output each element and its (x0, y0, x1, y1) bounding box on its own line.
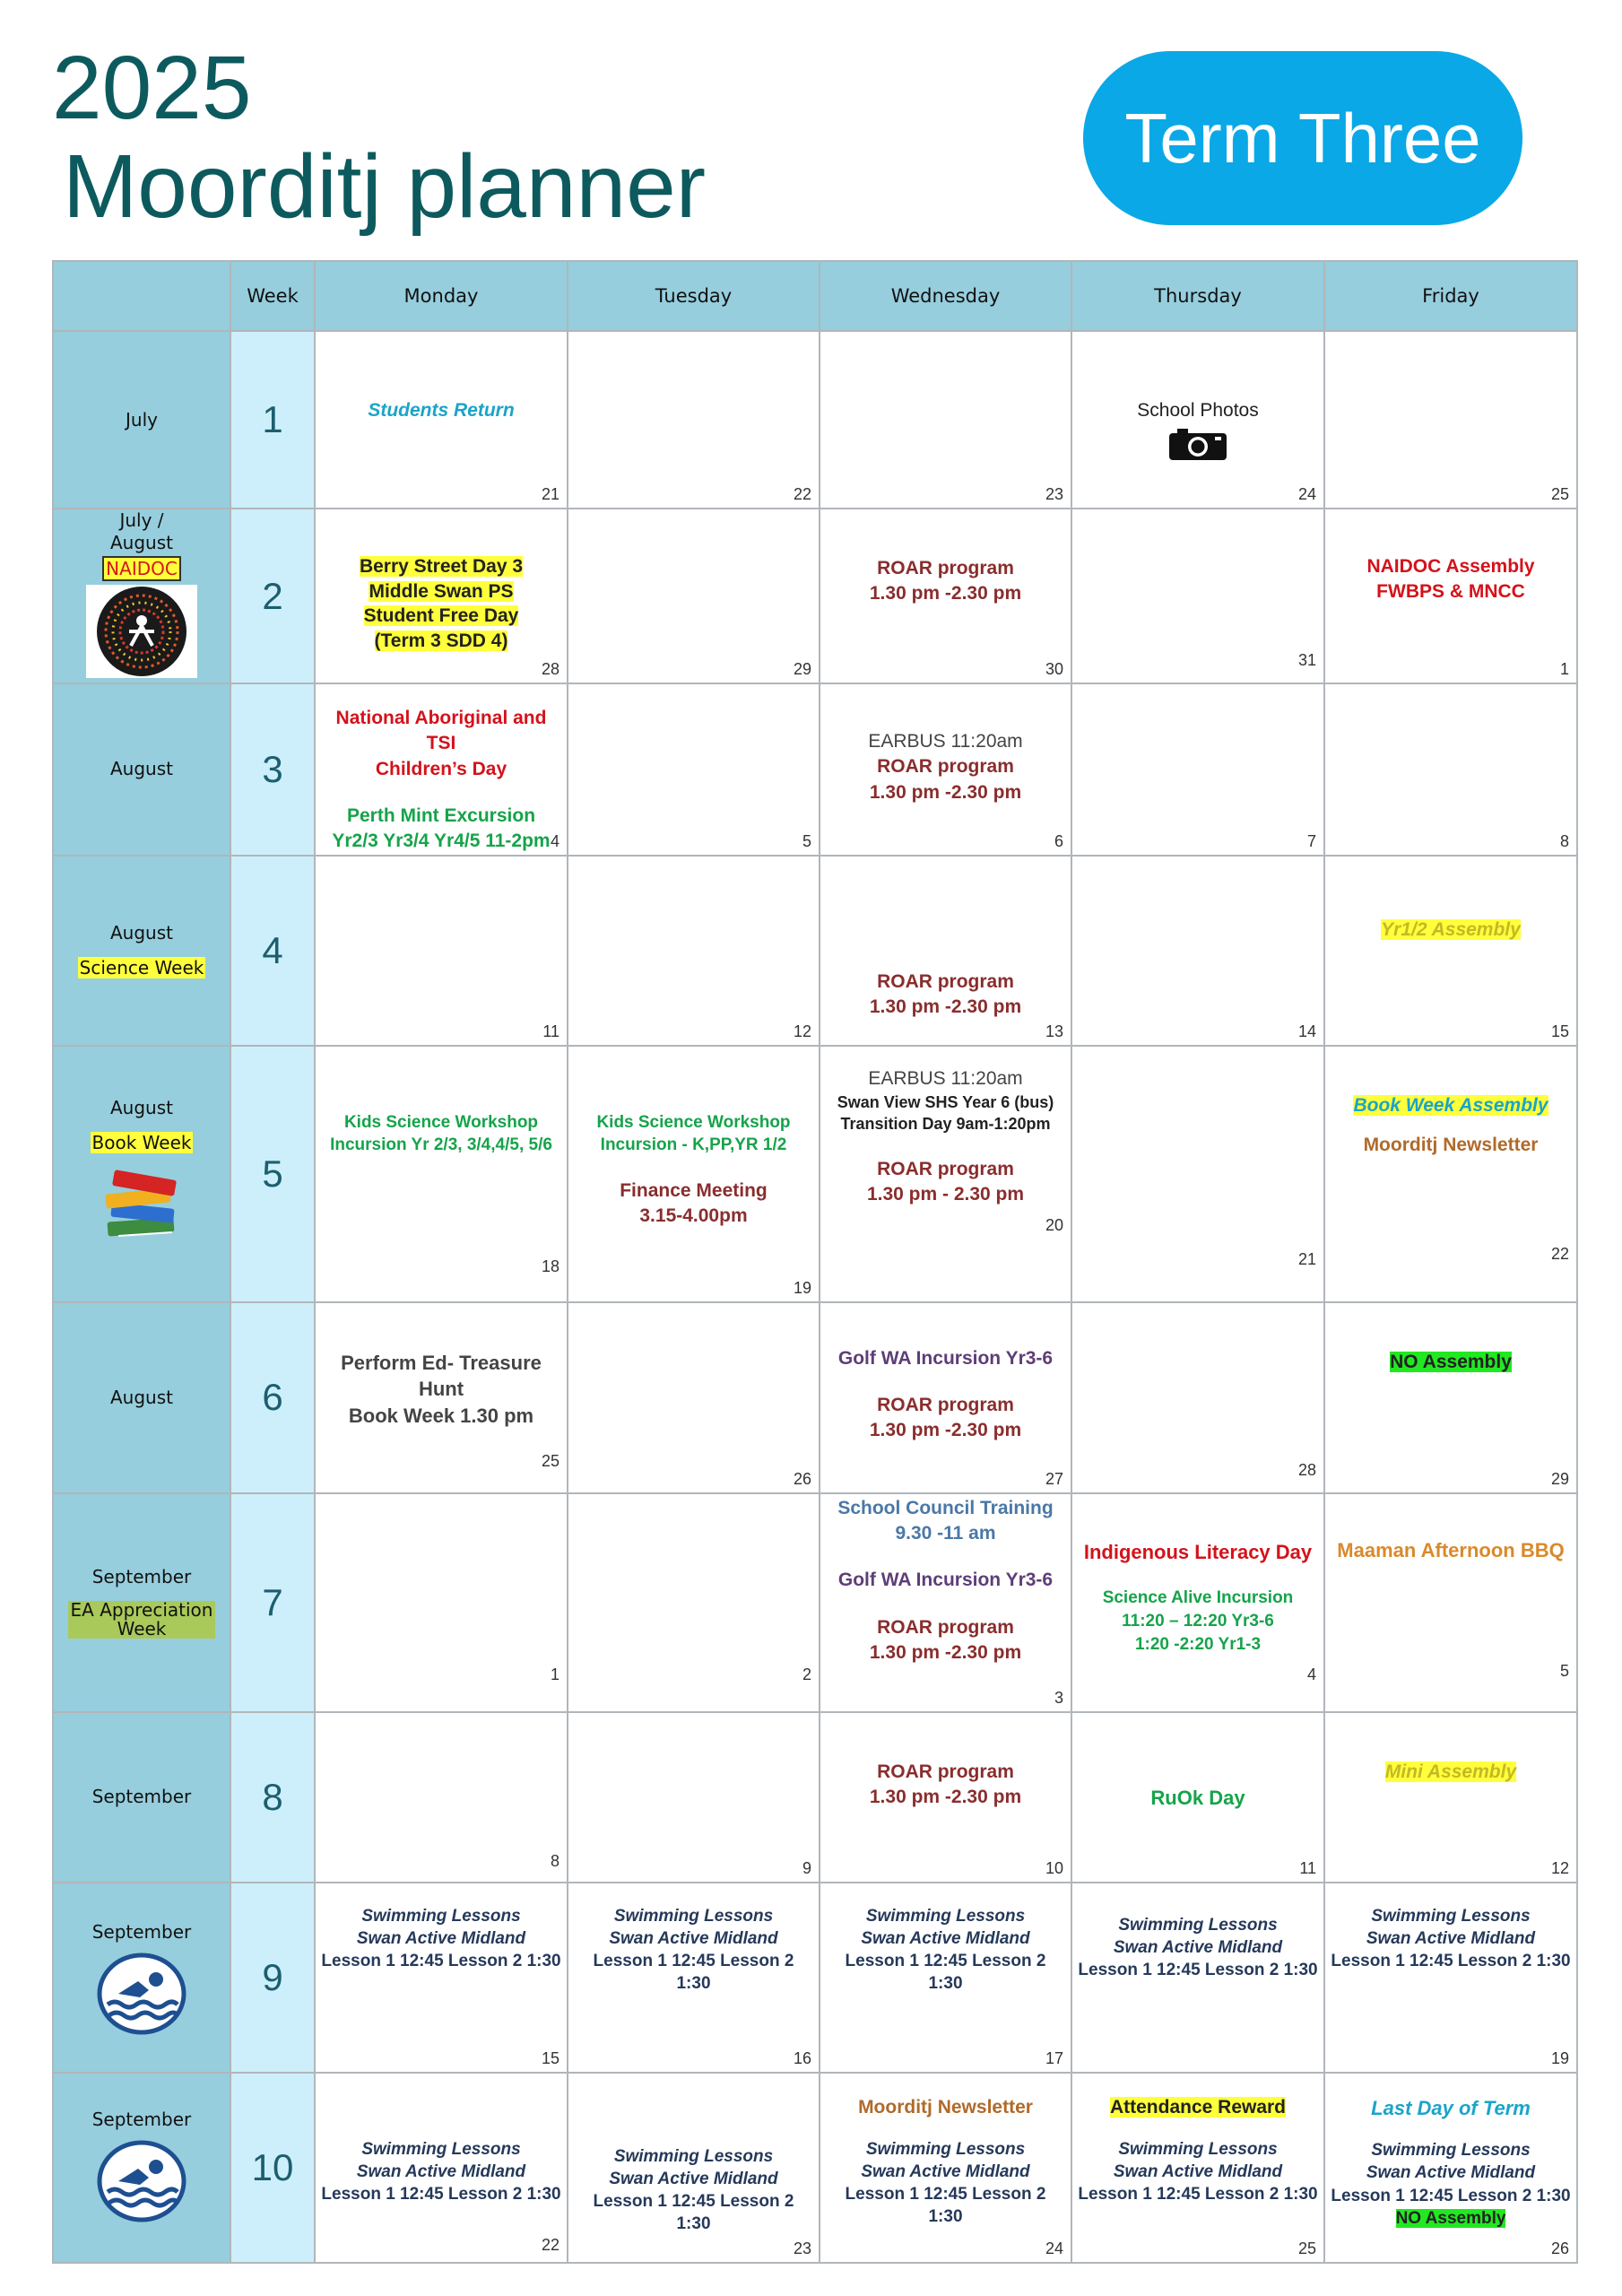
event-text: Swan Active Midland (1113, 2162, 1283, 2182)
event-text: Yr1/2 Assembly (1381, 918, 1521, 940)
day-cell (1324, 331, 1577, 509)
day-cell (820, 1712, 1071, 1883)
header-wednesday: Wednesday (820, 261, 1071, 331)
month-cell (53, 856, 230, 1046)
header-month (53, 261, 230, 331)
event-text: 9.30 -11 am (895, 1523, 996, 1544)
event-text: Book Week Assembly (1353, 1094, 1548, 1116)
books-icon (100, 1164, 183, 1247)
day-cell (315, 1046, 568, 1302)
event-text: EARBUS 11:20am (868, 1067, 1023, 1089)
day-number: 25 (1297, 2239, 1316, 2257)
day-cell (568, 856, 820, 1046)
event-text: (Term 3 SDD 4) (374, 631, 508, 652)
day-cell (315, 509, 568, 683)
month-label: August (110, 1096, 173, 1118)
week-number: 9 (230, 1883, 315, 2073)
day-cell (1324, 1712, 1577, 1883)
day-number: 6 (1054, 831, 1063, 850)
month-label: August (110, 922, 173, 944)
day-number: 22 (793, 485, 811, 503)
day-cell (315, 1712, 568, 1883)
event-text: Transition Day 9am-1:20pm (840, 1115, 1051, 1134)
day-number: 1 (550, 1665, 559, 1683)
day-cell (1324, 509, 1577, 683)
day-cell (315, 331, 568, 509)
event-text: Lesson 1 12:45 Lesson 2 1:30 (593, 1951, 794, 1993)
day-number: 31 (1297, 651, 1316, 669)
day-number: 21 (1297, 1249, 1316, 1268)
day-number: 12 (1550, 1858, 1569, 1877)
day-cell (315, 856, 568, 1046)
event-text: Mini Assembly (1384, 1761, 1517, 1782)
event-text: ROAR program (877, 1395, 1014, 1416)
day-number: 4 (1306, 1665, 1316, 1683)
event-text: 1.30 pm -2.30 pm (869, 583, 1022, 604)
event-text: Lesson 1 12:45 Lesson 2 1:30 (321, 2184, 561, 2204)
day-number: 1 (1559, 660, 1569, 678)
week-number: 6 (230, 1302, 315, 1493)
event-text: Finance Meeting (620, 1180, 768, 1201)
event-text: National Aboriginal and TSI (335, 708, 547, 754)
day-number: 15 (541, 2048, 559, 2067)
event-text: Science Alive Incursion (1102, 1588, 1294, 1608)
day-number: 9 (802, 1858, 811, 1877)
month-label: September (91, 2108, 192, 2130)
day-number: 24 (1045, 2239, 1063, 2257)
day-number: 5 (1559, 1661, 1569, 1680)
month-label: August (110, 758, 173, 780)
event-text: ROAR program (877, 1761, 1014, 1782)
event-text: 3.15-4.00pm (639, 1205, 748, 1227)
event-text: Kids Science Workshop (343, 1112, 539, 1132)
event-text: Swan Active Midland (1366, 2163, 1536, 2183)
term-planner-table (52, 260, 1578, 2264)
day-number: 8 (550, 1851, 559, 1870)
month-cell (53, 683, 230, 856)
event-text: School Council Training (837, 1497, 1054, 1518)
day-cell (820, 683, 1071, 856)
event-text: Children’s Day (375, 758, 507, 779)
event-text: Last Day of Term (1371, 2096, 1531, 2119)
event-text: Lesson 1 12:45 Lesson 2 1:30 (1078, 1960, 1318, 1979)
event-text: NAIDOC Assembly (1366, 556, 1535, 577)
planner-title: Moorditj planner (63, 136, 707, 237)
event-text: 1.30 pm -2.30 pm (869, 1787, 1022, 1808)
swimming-icon (97, 1952, 186, 2035)
day-number: 29 (793, 660, 811, 678)
week-number: 5 (230, 1046, 315, 1302)
day-cell (820, 1046, 1071, 1302)
day-cell (568, 2073, 820, 2263)
header-week: Week (230, 261, 315, 331)
week-number: 1 (230, 331, 315, 509)
event-text: Swimming Lessons (1371, 1906, 1531, 1926)
event-text: Berry Street Day 3 (359, 556, 524, 577)
event-text: Kids Science Workshop (596, 1112, 791, 1132)
week-number: 8 (230, 1712, 315, 1883)
day-number: 3 (1054, 1688, 1063, 1707)
event-text: ROAR program (877, 1158, 1014, 1179)
week-number: 4 (230, 856, 315, 1046)
month-label: July / August (110, 509, 173, 553)
header-tuesday: Tuesday (568, 261, 820, 331)
science-week-tag: Science Week (79, 957, 204, 979)
event-text: Indigenous Literacy Day (1083, 1540, 1313, 1563)
header-friday: Friday (1324, 261, 1577, 331)
day-cell (1324, 2073, 1577, 2263)
day-cell (1324, 1302, 1577, 1493)
day-cell (568, 1493, 820, 1712)
day-cell (315, 2073, 568, 2263)
week-row (53, 1046, 1577, 1302)
day-cell (1071, 331, 1324, 509)
event-text: ROAR program (877, 558, 1014, 578)
event-text: Swan Active Midland (1366, 1928, 1536, 1948)
event-text: Lesson 1 12:45 Lesson 2 1:30 (845, 1951, 1046, 1993)
day-cell (315, 683, 568, 856)
month-label: September (91, 1920, 192, 1943)
event-text: Swan Active Midland (356, 2161, 526, 2181)
month-label: September (91, 1786, 192, 1808)
day-cell (568, 1046, 820, 1302)
day-cell (568, 1883, 820, 2073)
event-text: Swan Active Midland (609, 2169, 778, 2188)
event-text: Moorditj Newsletter (1363, 1135, 1539, 1156)
day-cell (1071, 509, 1324, 683)
event-text: ROAR program (877, 1616, 1014, 1638)
event-text: Swimming Lessons (613, 2146, 774, 2166)
event-text: Swan Active Midland (861, 1928, 1030, 1948)
header-monday: Monday (315, 261, 568, 331)
event-text: Perform Ed- Treasure Hunt (341, 1351, 542, 1401)
day-number: 22 (1550, 1244, 1569, 1263)
day-number: 2 (802, 1665, 811, 1683)
camera-icon (1168, 427, 1227, 461)
day-number: 14 (1297, 1022, 1316, 1040)
day-number: 19 (1550, 2048, 1569, 2067)
event-text: ROAR program (877, 756, 1014, 778)
event-text: FWBPS & MNCC (1376, 581, 1525, 603)
ea-appreciation-tag: EA Appreciation Week (68, 1601, 215, 1639)
day-number: 28 (541, 660, 559, 678)
event-text: Golf WA Incursion Yr3-6 (837, 1347, 1054, 1369)
day-number: 11 (1299, 1858, 1316, 1877)
event-text: Students Return (368, 400, 515, 421)
day-cell (1071, 1712, 1324, 1883)
event-text: 1:20 -2:20 Yr1-3 (1134, 1634, 1262, 1654)
week-row (53, 856, 1577, 1046)
event-text: NO Assembly (1395, 2208, 1506, 2228)
event-text: RuOk Day (1150, 1786, 1245, 1809)
week-number: 3 (230, 683, 315, 856)
day-number: 24 (1297, 485, 1316, 503)
month-label: August (110, 1386, 173, 1408)
event-text: 11:20 – 12:20 Yr3-6 (1122, 1612, 1274, 1631)
day-cell (1324, 856, 1577, 1046)
event-text: School Photos (1137, 400, 1259, 421)
event-text: Swimming Lessons (1118, 1915, 1278, 1935)
day-cell (820, 1493, 1071, 1712)
event-text: Incursion - K,PP,YR 1/2 (600, 1135, 787, 1155)
day-number: 19 (793, 1278, 811, 1297)
book-week-tag: Book Week (91, 1131, 192, 1153)
day-cell (1324, 1883, 1577, 2073)
week-row (53, 683, 1577, 856)
week-row (53, 1302, 1577, 1493)
event-text: Student Free Day (363, 605, 519, 627)
month-cell (53, 331, 230, 509)
day-cell (568, 683, 820, 856)
day-number: 18 (541, 1257, 559, 1275)
naidoc-logo (86, 585, 197, 678)
event-text: 1.30 pm -2.30 pm (869, 1642, 1022, 1664)
week-row (53, 1493, 1577, 1712)
day-number: 20 (1045, 1215, 1063, 1234)
header-row (53, 261, 1577, 331)
event-text: Golf WA Incursion Yr3-6 (837, 1570, 1054, 1591)
event-text: Attendance Reward (1109, 2096, 1287, 2118)
day-number: 23 (1045, 485, 1063, 503)
day-cell (1324, 683, 1577, 856)
day-number: 21 (541, 485, 559, 503)
day-cell (568, 1712, 820, 1883)
day-cell (1324, 1046, 1577, 1302)
header-thursday: Thursday (1071, 261, 1324, 331)
day-cell (1071, 1493, 1324, 1712)
term-badge: Term Three (1083, 51, 1522, 225)
day-number: 28 (1297, 1460, 1316, 1479)
week-number: 7 (230, 1493, 315, 1712)
event-text: Maaman Afternoon BBQ (1337, 1538, 1565, 1561)
event-text: 1.30 pm -2.30 pm (869, 996, 1022, 1018)
day-cell (820, 509, 1071, 683)
day-cell (568, 331, 820, 509)
day-number: 17 (1045, 2048, 1063, 2067)
day-number: 13 (1045, 1022, 1063, 1040)
day-cell (820, 1883, 1071, 2073)
day-cell (820, 856, 1071, 1046)
event-text: Lesson 1 12:45 Lesson 2 1:30 (593, 2191, 794, 2233)
event-text: Swimming Lessons (613, 1906, 774, 1926)
day-number: 11 (542, 1022, 559, 1040)
week-number: 10 (230, 2073, 315, 2263)
day-number: 22 (541, 2235, 559, 2254)
week-row (53, 2073, 1577, 2263)
day-cell (315, 1302, 568, 1493)
week-row (53, 331, 1577, 509)
day-cell (568, 1302, 820, 1493)
month-cell (53, 1883, 230, 2073)
month-cell (53, 1046, 230, 1302)
event-text: Lesson 1 12:45 Lesson 2 1:30 (1331, 2186, 1571, 2205)
month-cell (53, 509, 230, 683)
day-number: 26 (793, 1469, 811, 1488)
event-text: Swan Active Midland (609, 1928, 778, 1948)
day-cell (1071, 856, 1324, 1046)
month-label: July (126, 408, 158, 430)
day-number: 12 (793, 1022, 811, 1040)
day-number: 25 (1550, 485, 1569, 503)
day-cell (1071, 2073, 1324, 2263)
day-cell (820, 331, 1071, 509)
day-cell (1071, 1883, 1324, 2073)
event-text: 1.30 pm -2.30 pm (869, 781, 1022, 803)
event-text: Swimming Lessons (1371, 2141, 1531, 2161)
event-text: Perth Mint Excursion (346, 805, 536, 827)
event-text: Lesson 1 12:45 Lesson 2 1:30 (845, 2185, 1046, 2227)
month-cell (53, 2073, 230, 2263)
event-text: Swan View SHS Year 6 (bus) (837, 1093, 1054, 1112)
week-row (53, 509, 1577, 683)
week-row (53, 1712, 1577, 1883)
day-number: 29 (1550, 1469, 1569, 1488)
event-text: Incursion Yr 2/3, 3/4,4/5, 5/6 (330, 1135, 552, 1155)
event-text: Yr2/3 Yr3/4 Yr4/5 11-2pm (332, 831, 551, 852)
day-cell (568, 509, 820, 683)
event-text: Book Week 1.30 pm (348, 1405, 534, 1428)
day-number: 26 (1550, 2239, 1569, 2257)
month-cell (53, 1302, 230, 1493)
day-cell (1071, 1302, 1324, 1493)
event-text: Swimming Lessons (361, 2139, 521, 2159)
day-cell (315, 1493, 568, 1712)
day-cell (1324, 1493, 1577, 1712)
day-cell (1071, 683, 1324, 856)
event-text: Lesson 1 12:45 Lesson 2 1:30 (321, 1951, 561, 1970)
day-number: 30 (1045, 660, 1063, 678)
naidoc-tag: NAIDOC (102, 556, 181, 581)
month-cell (53, 1712, 230, 1883)
event-text: Swimming Lessons (865, 1906, 1026, 1926)
event-text: EARBUS 11:20am (868, 731, 1023, 752)
event-text: Swimming Lessons (361, 1906, 521, 1926)
day-number: 10 (1045, 1858, 1063, 1877)
event-text: Lesson 1 12:45 Lesson 2 1:30 (1331, 1951, 1571, 1970)
swimming-icon (97, 2140, 186, 2222)
event-text: Lesson 1 12:45 Lesson 2 1:30 (1078, 2185, 1318, 2205)
day-number: 25 (541, 1451, 559, 1470)
planner-year: 2025 (52, 38, 252, 138)
day-cell (315, 1883, 568, 2073)
event-text: Swan Active Midland (356, 1928, 526, 1948)
event-text: 1.30 pm -2.30 pm (869, 1420, 1022, 1441)
event-text: NO Assembly (1390, 1351, 1512, 1372)
event-text: Moorditj Newsletter (858, 2096, 1033, 2118)
month-label: September (91, 1565, 192, 1587)
day-number: 7 (1306, 831, 1316, 850)
event-text: ROAR program (877, 970, 1014, 992)
day-cell (820, 1302, 1071, 1493)
event-text: Middle Swan PS (369, 580, 514, 602)
week-number: 2 (230, 509, 315, 683)
day-number: 15 (1550, 1022, 1569, 1040)
day-number: 5 (802, 831, 811, 850)
week-row (53, 1883, 1577, 2073)
event-text: Swan Active Midland (861, 2162, 1030, 2182)
day-number: 8 (1559, 831, 1569, 850)
event-text: Swimming Lessons (1118, 2140, 1278, 2160)
day-number: 16 (793, 2048, 811, 2067)
day-number: 27 (1045, 1469, 1063, 1488)
day-cell (1071, 1046, 1324, 1302)
day-cell (820, 2073, 1071, 2263)
day-number: 4 (550, 831, 559, 850)
day-number: 23 (793, 2239, 811, 2257)
event-text: 1.30 pm - 2.30 pm (866, 1184, 1025, 1205)
event-text: Swimming Lessons (865, 2140, 1026, 2160)
event-text: Swan Active Midland (1113, 1937, 1283, 1957)
month-cell (53, 1493, 230, 1712)
